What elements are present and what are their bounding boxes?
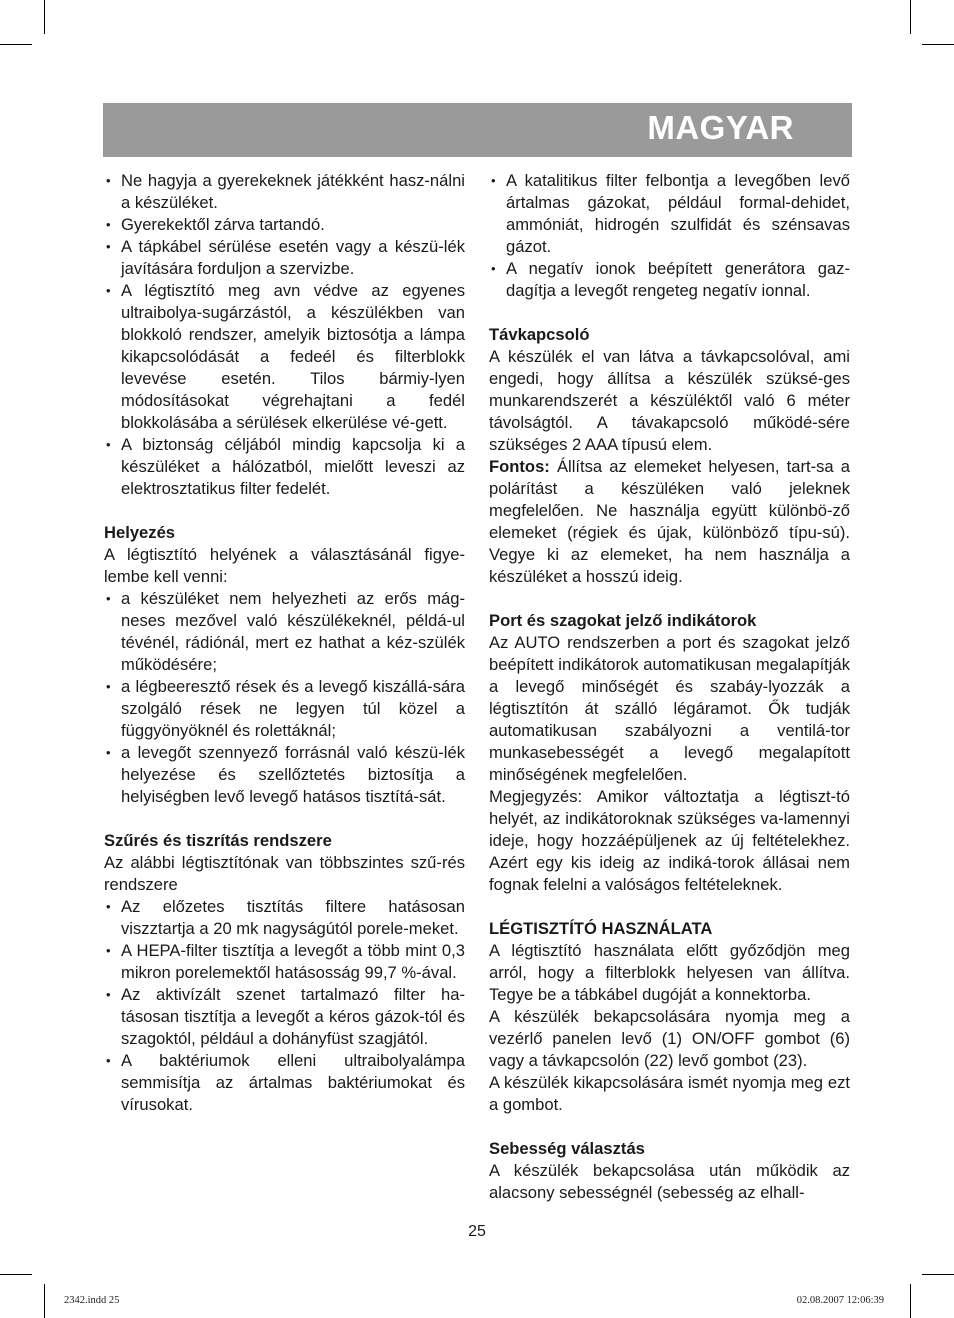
list-item: • Gyerekektől zárva tartandó.: [104, 214, 465, 236]
section-heading-usage: LÉGTISZTÍTÓ HASZNÁLATA: [489, 919, 713, 938]
usage-text-1: A légtisztító használata előtt győződjön meg arról, hogy a filterblokk helyesen van állítva. Tegye be a tábkábel dugóját a konnektorba.: [489, 941, 850, 1004]
page-number: 25: [468, 1223, 486, 1240]
crop-mark: [44, 1284, 45, 1318]
safety-bullets: [104, 170, 465, 500]
list-item: • Ne hagyja a gyerekeknek játékként hasz-nálni a készüléket.: [104, 170, 465, 214]
list-item: • a levegőt szennyező forrásnál való készü-lék helyezése és szellőztetés biztosítja a helyiségben levő levegő hatásos tisztítá-sát.: [104, 742, 465, 808]
crop-mark: [0, 1274, 32, 1275]
crop-mark: [0, 44, 32, 45]
crop-mark: [44, 0, 45, 34]
list-item: • A légtisztító meg avn védve az egyenes ultraibolya-sugárzástól, a készülékben van blokkoló rendszer, amelyik biztosótja a lámpa kikapcsolódását a fedeél és filterblokk levevése esetén. Tilos bármiy-lyen módosításokat végrehajtani a fedél blokkolásába a sérülések elkerülése vé-gett.: [104, 280, 465, 434]
crop-mark: [910, 1284, 911, 1318]
remote-text: A készülék el van látva a távkapcsolóval, ami engedi, hogy állítsa a készülék szüksé-ges munkarendszerét a készüléktől való 6 méter távolságtól. A távakapcsoló működé-sére szükséges 2 AAA típusú elem.: [489, 347, 850, 454]
right-column: [489, 170, 850, 1204]
crop-mark: [922, 1274, 954, 1275]
list-item: • A tápkábel sérülése esetén vagy a készü-lék javítására forduljon a szervizbe.: [104, 236, 465, 280]
placement-bullets: [104, 588, 465, 808]
list-item: • Az előzetes tisztítás filtere hatásosan viszztartja a 20 mk nagyságútól porele-meket.: [104, 896, 465, 940]
list-item: • A negatív ionok beépített generátora gaz-dagítja a levegőt rengeteg negatív ionnal.: [489, 258, 850, 302]
list-item: • A katalitikus filter felbontja a levegőben levő ártalmas gázokat, például formal-dehidet, ammóniát, hidrogén szulfidát és szénsavas gázot.: [489, 170, 850, 258]
left-column: [104, 170, 465, 1116]
important-label: Fontos:: [489, 457, 550, 476]
remote-important: [489, 456, 850, 588]
list-item: • a légbeeresztő rések és a levegő kiszállá-sára szolgáló rések ne legyen túl közel a függyönyöknél és rolettáknál;: [104, 676, 465, 742]
section-heading-placement: Helyezés: [104, 523, 176, 542]
usage-text-3: A készülék kikapcsolására ismét nyomja meg ezt a gombot.: [489, 1073, 850, 1114]
placement-intro: A légtisztító helyének a választásánál figye-lembe kell venni:: [104, 545, 465, 586]
page-title: MAGYAR: [647, 109, 794, 146]
speed-text: A készülék bekapcsolása után működik az alacsony sebességnél (sebesség az elhall-: [489, 1161, 850, 1202]
language-banner: [103, 103, 852, 157]
list-item: • Az aktivízált szenet tartalmazó filter ha-tásosan tisztítja a levegőt a kéros gázok-tól és szagoktól, például a dohányfüst szagjától.: [104, 984, 465, 1050]
list-item: • A baktériumok elleni ultraibolyalámpa semmisítja az ártalmas baktériumokat és vírusokat.: [104, 1050, 465, 1116]
important-text: Állítsa az elemeket helyesen, tart-sa a polárítást a készüléken való jeleknek megfelelően. Ne használja együtt különbö-ző elemeket (régiek és újak, különböző típu-sú). Vegye ki az elemeket, ha nem használja a készüléket a hosszú ideig.: [489, 457, 850, 586]
print-timestamp: 02.08.2007 12:06:39: [796, 1295, 884, 1306]
crop-mark: [922, 44, 954, 45]
filter-intro: Az alábbi légtisztítónak van többszintes szű-rés rendszere: [104, 853, 465, 894]
print-file-info: 2342.indd 25: [64, 1295, 120, 1306]
filter-bullets-continued: [489, 170, 850, 302]
list-item: • A biztonság céljából mindig kapcsolja ki a készüléket a hálózatból, mielőtt leveszi az elektrosztatikus filter fedelét.: [104, 434, 465, 500]
section-heading-speed: Sebesség választás: [489, 1139, 645, 1158]
section-heading-filter: Szűrés és tiszrítás rendszere: [104, 831, 332, 850]
list-item: • A HEPA-filter tisztítja a levegőt a több mint 0,3 mikron porelemektől hatásosság 99,7 %-ával.: [104, 940, 465, 984]
section-heading-remote: Távkapcsoló: [489, 325, 590, 344]
indicators-text: Az AUTO rendszerben a port és szagokat jelző beépített indikátorok automatikusan megalapítják a levegő minőségét és szabáy-lyozzák a légtisztítón át szálló légáramot. Ők tudják automatikusan szabályozni a ventilá-tor munkasebességét a levegő megalapított minőségének megfelelően.: [489, 633, 850, 784]
section-heading-indicators: Port és szagokat jelző indikátorok: [489, 611, 757, 630]
filter-bullets: [104, 896, 465, 1116]
usage-text-2: A készülék bekapcsolására nyomja meg a vezérlő panelen levő (1) ON/OFF gombot (6) vagy a távkapcsolón (22) levő gombot (23).: [489, 1007, 850, 1070]
crop-mark: [910, 0, 911, 34]
indicators-note: Megjegyzés: Amikor változtatja a légtiszt-tó helyét, az indikátoroknak szükséges va-lamennyi ideje, hogy hozzáépüljenek az új feltételekhez. Azért egy kis ideig az indiká-torok állásai nem fognak felelni a valóságos feltételeknek.: [489, 787, 850, 894]
list-item: • a készüléket nem helyezheti az erős mág-neses mezővel való készülékeknél, példá-ul tévénél, rádiónál, mert ez hathat a kéz-szülék működésére;: [104, 588, 465, 676]
